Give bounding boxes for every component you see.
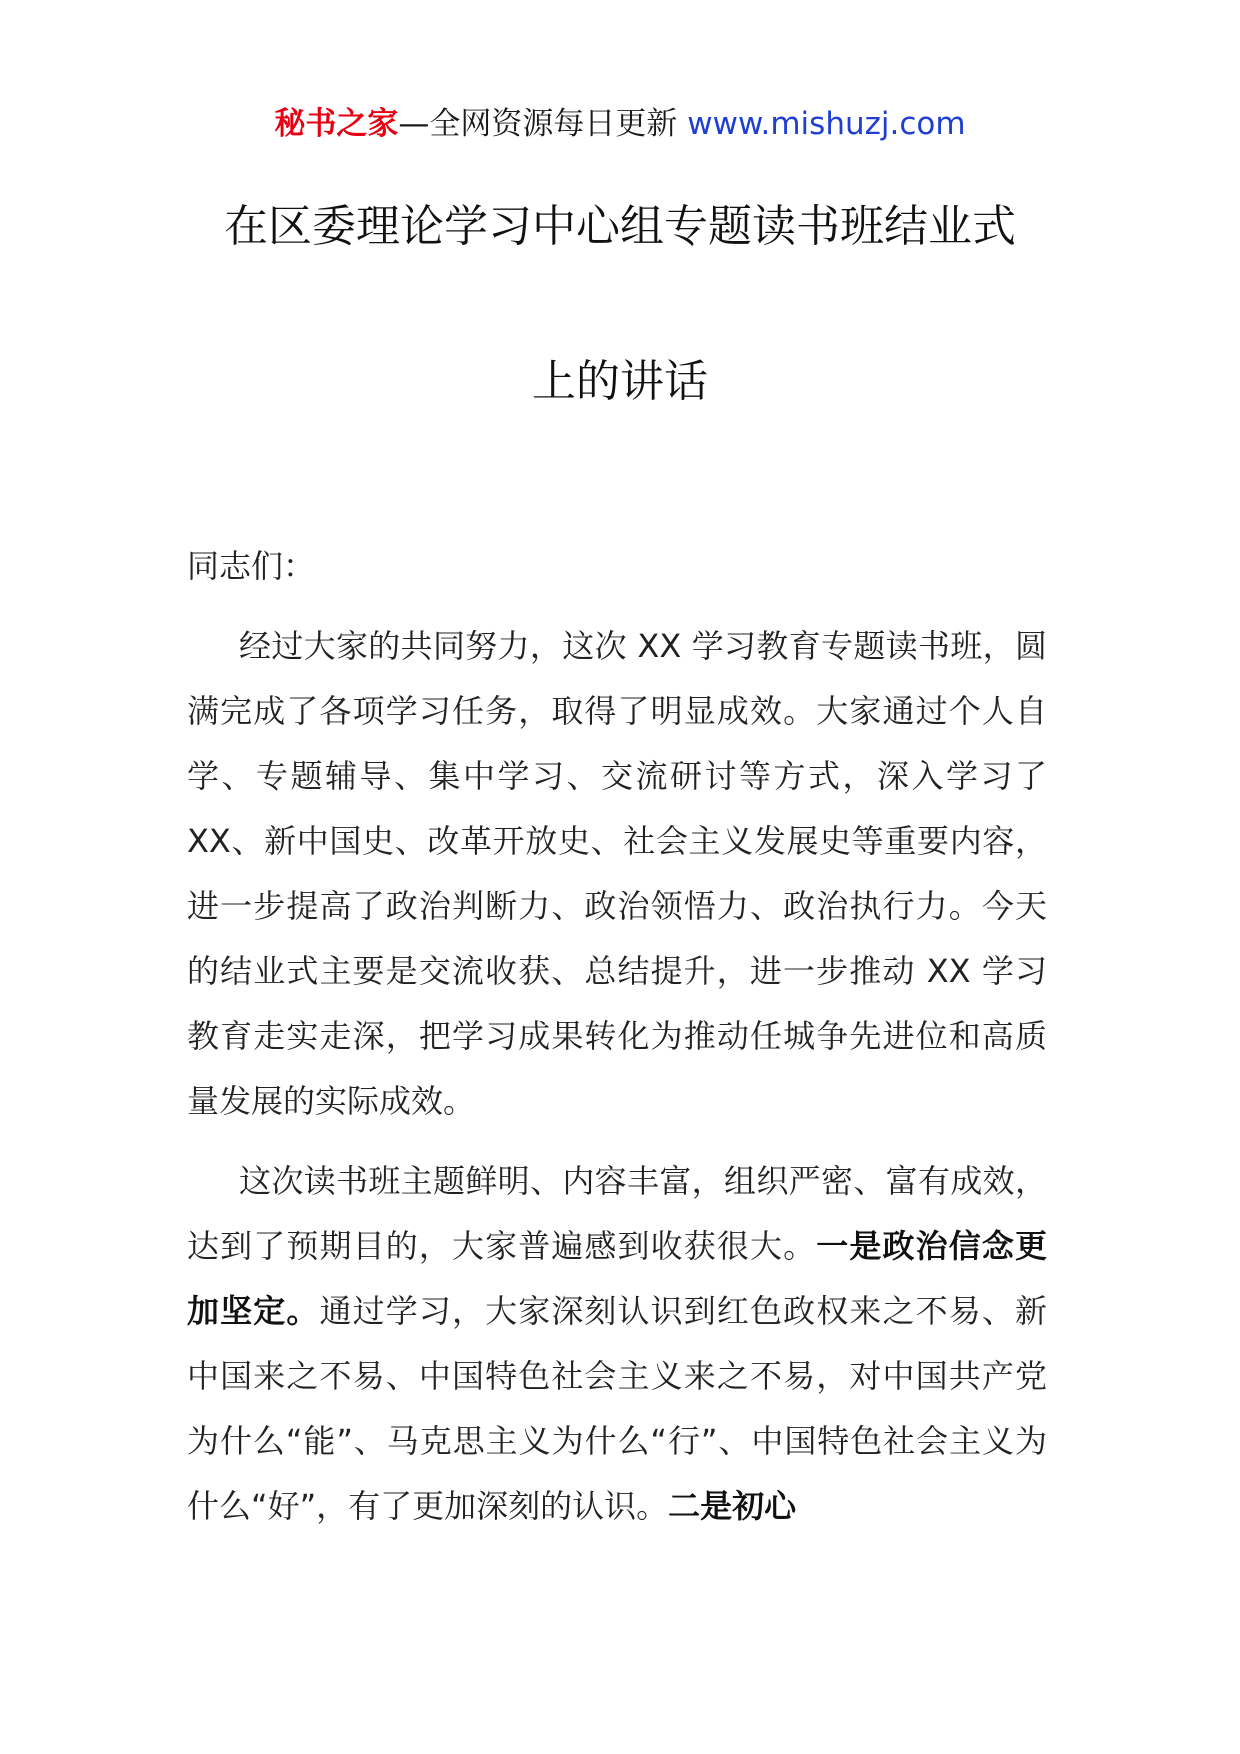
document-body (187, 534, 1047, 1554)
paragraph-2 (187, 1149, 1047, 1539)
paragraph-1: 经过大家的共同努力，这次 XX 学习教育专题读书班，圆满完成了各项学习任务，取得了明显成效。大家通过个人自学、专题辅导、集中学习、交流研讨等方式，深入学习了 XX、新中国史、改革开放史、社会主义发展史等重要内容，进一步提高了政治判断力、政治领悟力、政治执行力。今天的结业式主要是交流收获、总结提升，进一步推动 XX 学习教育走实走深，把学习成果转化为推动任城争先进位和高质量发展的实际成效。 (187, 627, 1047, 1120)
document-title-line-2: 上的讲话 (532, 356, 708, 407)
document-title-line-1: 在区委理论学习中心组专题读书班结业式 (224, 201, 1016, 252)
salutation: 同志们： (187, 547, 316, 585)
site-header (0, 102, 1240, 146)
site-url-link[interactable]: www.mishuzj.com (687, 106, 966, 142)
paragraph-2-text-2: 通过学习，大家深刻认识到红色政权来之不易、新中国来之不易、中国特色社会主义来之不易，对中国共产党为什么“能”、马克思主义为什么“行”、中国特色社会主义为什么“好”，有了更加深刻的认识。 (187, 1292, 1047, 1525)
paragraph-2-text-1: 这次读书班主题鲜明、内容丰富，组织严密、富有成效，达到了预期目的，大家普遍感到收获很大。 (187, 1162, 1047, 1265)
brand-name: 秘书之家 (274, 106, 399, 142)
header-tagline: —全网资源每日更新 (398, 106, 678, 142)
paragraph-2-highlight-1: 一是政治信念更加坚定。 (187, 1227, 1047, 1330)
paragraph-2-highlight-2: 二是初心 (668, 1487, 797, 1525)
